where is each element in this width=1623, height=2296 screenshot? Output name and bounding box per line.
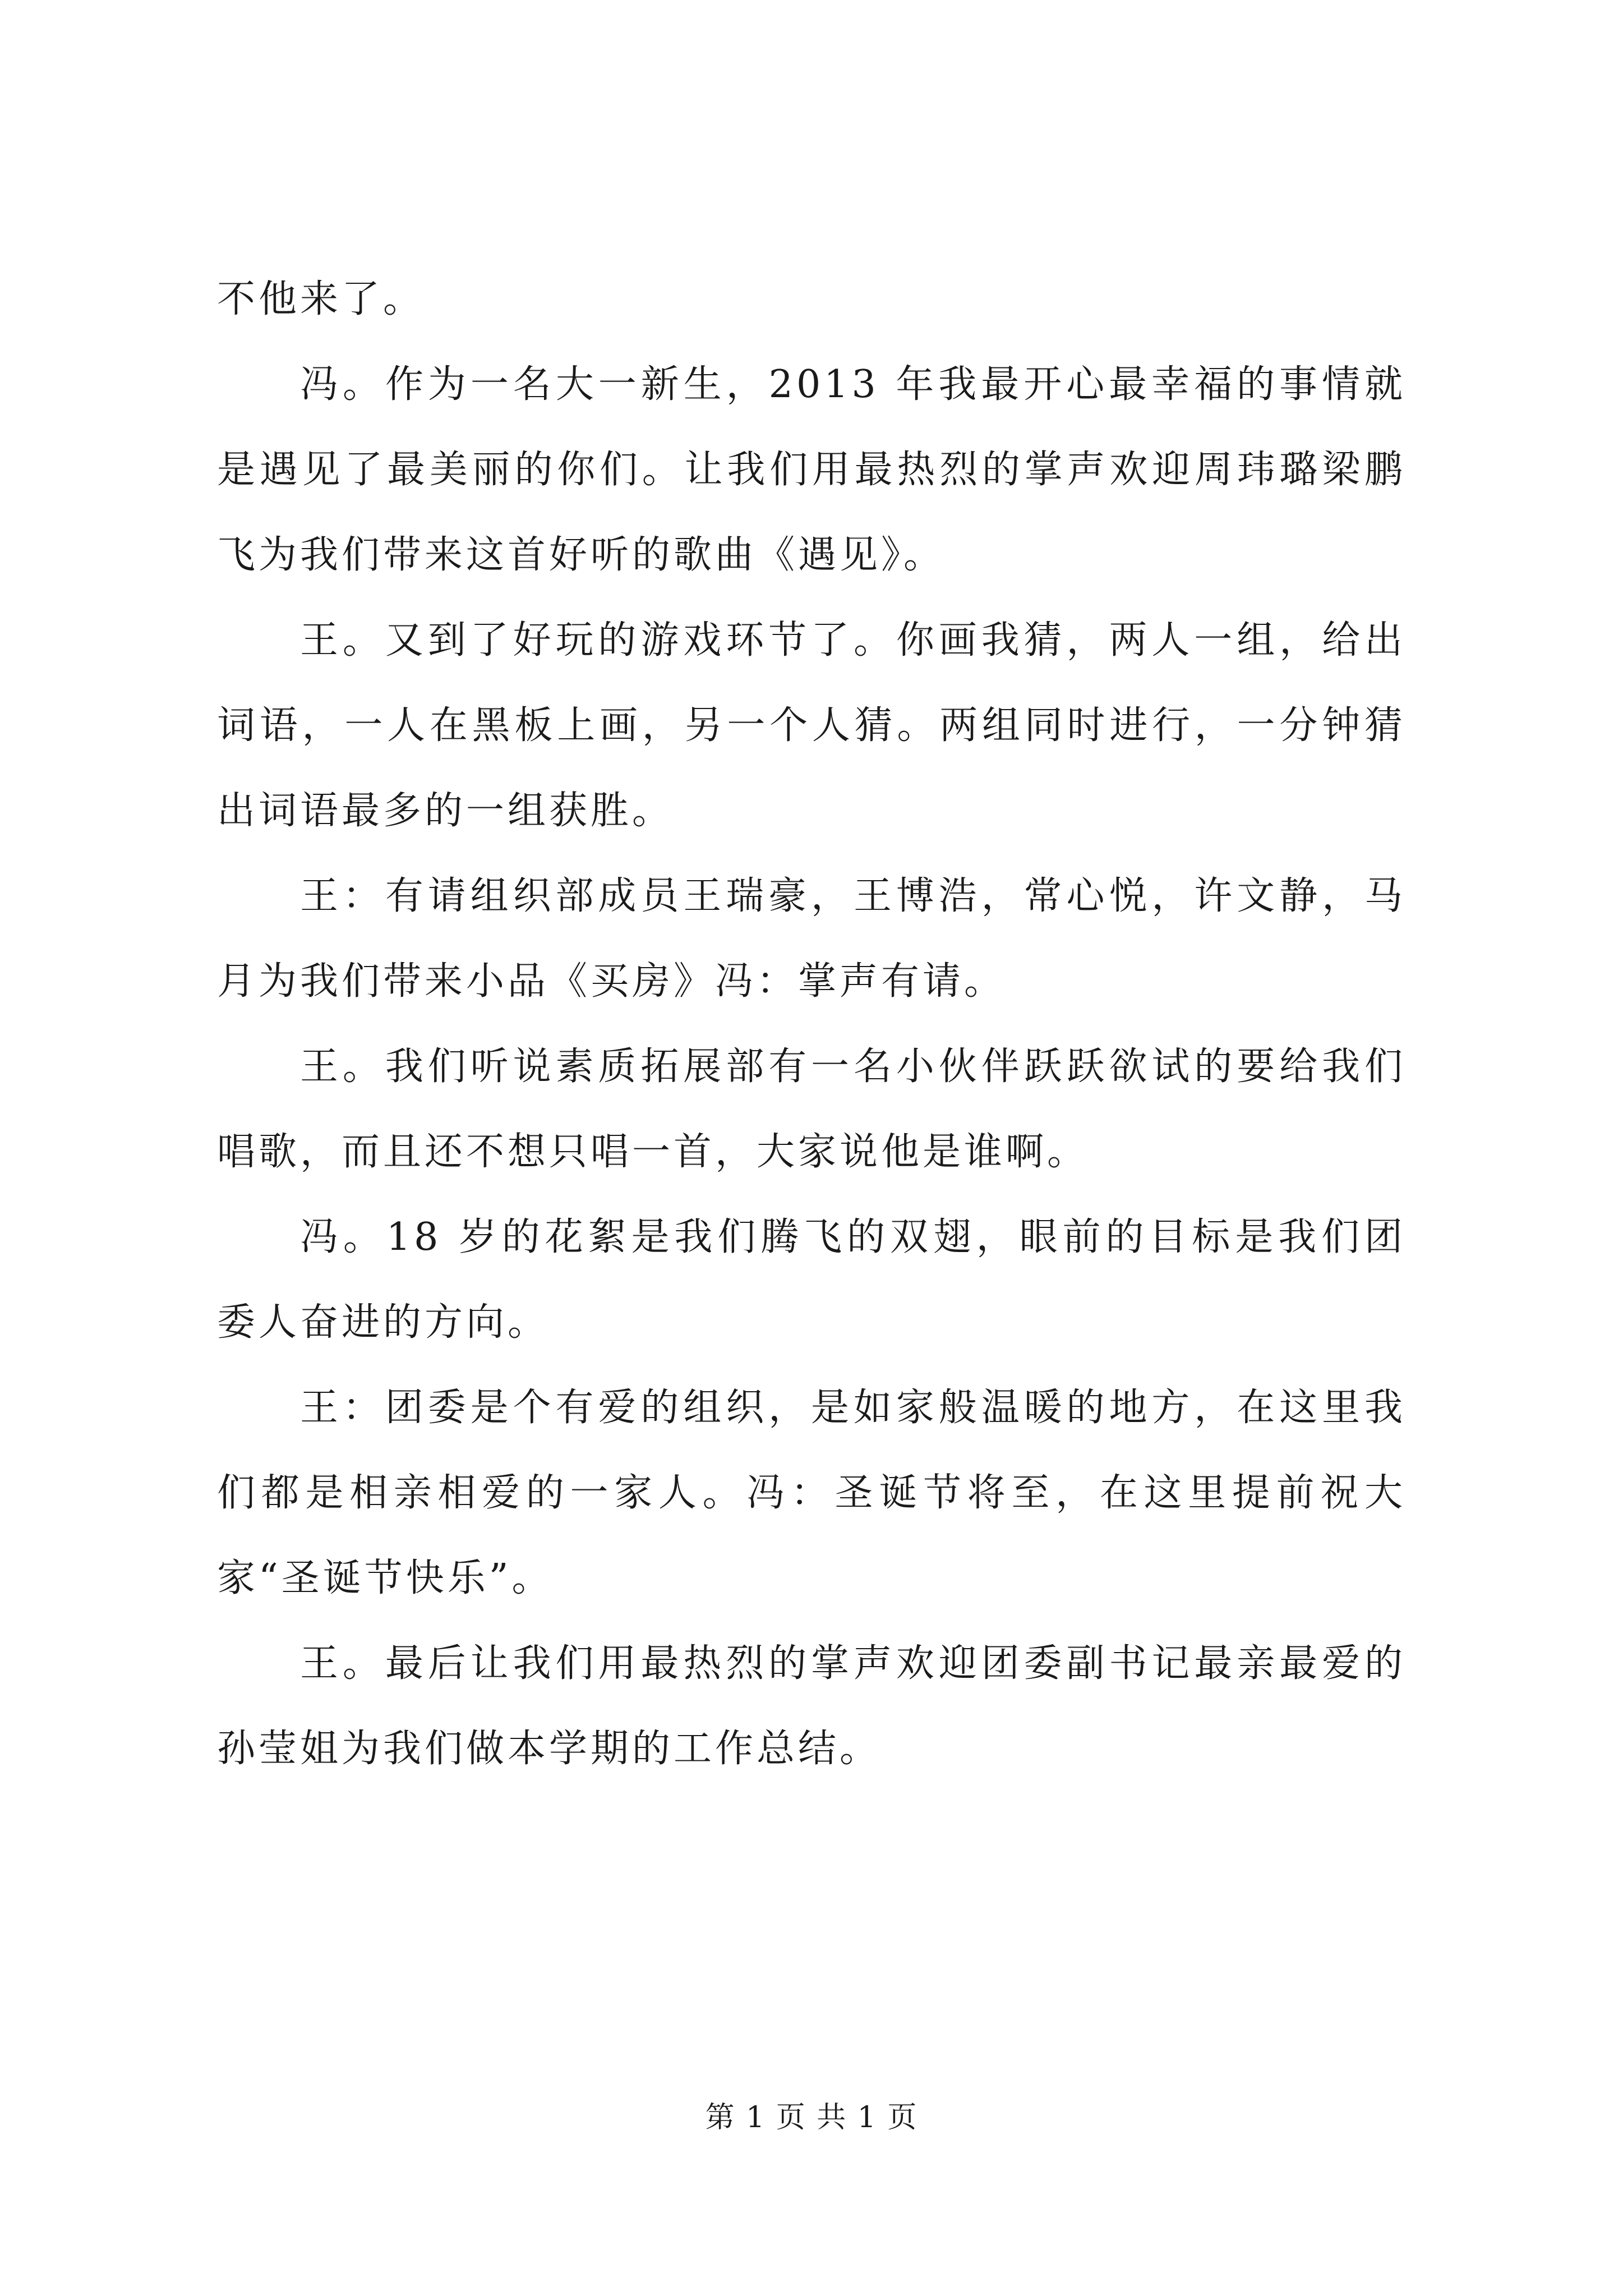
paragraph: 王。我们听说素质拓展部有一名小伙伴跃跃欲试的要给我们唱歌，而且还不想只唱一首，大家说他是谁啊。: [217, 1045, 1406, 1174]
paragraph: 不他来了。: [217, 277, 425, 321]
paragraph: 冯。18 岁的花絮是我们腾飞的双翅，眼前的目标是我们团委人奋进的方向。: [217, 1215, 1406, 1345]
document-body: [217, 257, 1406, 1792]
paragraph: 王：有请组织部成员王瑞豪，王博浩，常心悦，许文静，马月为我们带来小品《买房》冯：掌声有请。: [217, 874, 1406, 1004]
paragraph: 王：团委是个有爱的组织，是如家般温暖的地方，在这里我们都是相亲相爱的一家人。冯：圣诞节将至，在这里提前祝大家“圣诞节快乐”。: [217, 1386, 1406, 1600]
paragraph: 王。最后让我们用最热烈的掌声欢迎团委副书记最亲最爱的孙莹姐为我们做本学期的工作总结。: [217, 1641, 1406, 1771]
paragraph: 冯。作为一名大一新生，2013 年我最开心最幸福的事情就是遇见了最美丽的你们。让我们用最热烈的掌声欢迎周玮璐梁鹏飞为我们带来这首好听的歌曲《遇见》。: [217, 362, 1406, 577]
paragraph: 王。又到了好玩的游戏环节了。你画我猜，两人一组，给出词语，一人在黑板上画，另一个人猜。两组同时进行，一分钟猜出词语最多的一组获胜。: [217, 618, 1406, 833]
page-number-footer: 第 1 页 共 1 页: [705, 2101, 918, 2134]
